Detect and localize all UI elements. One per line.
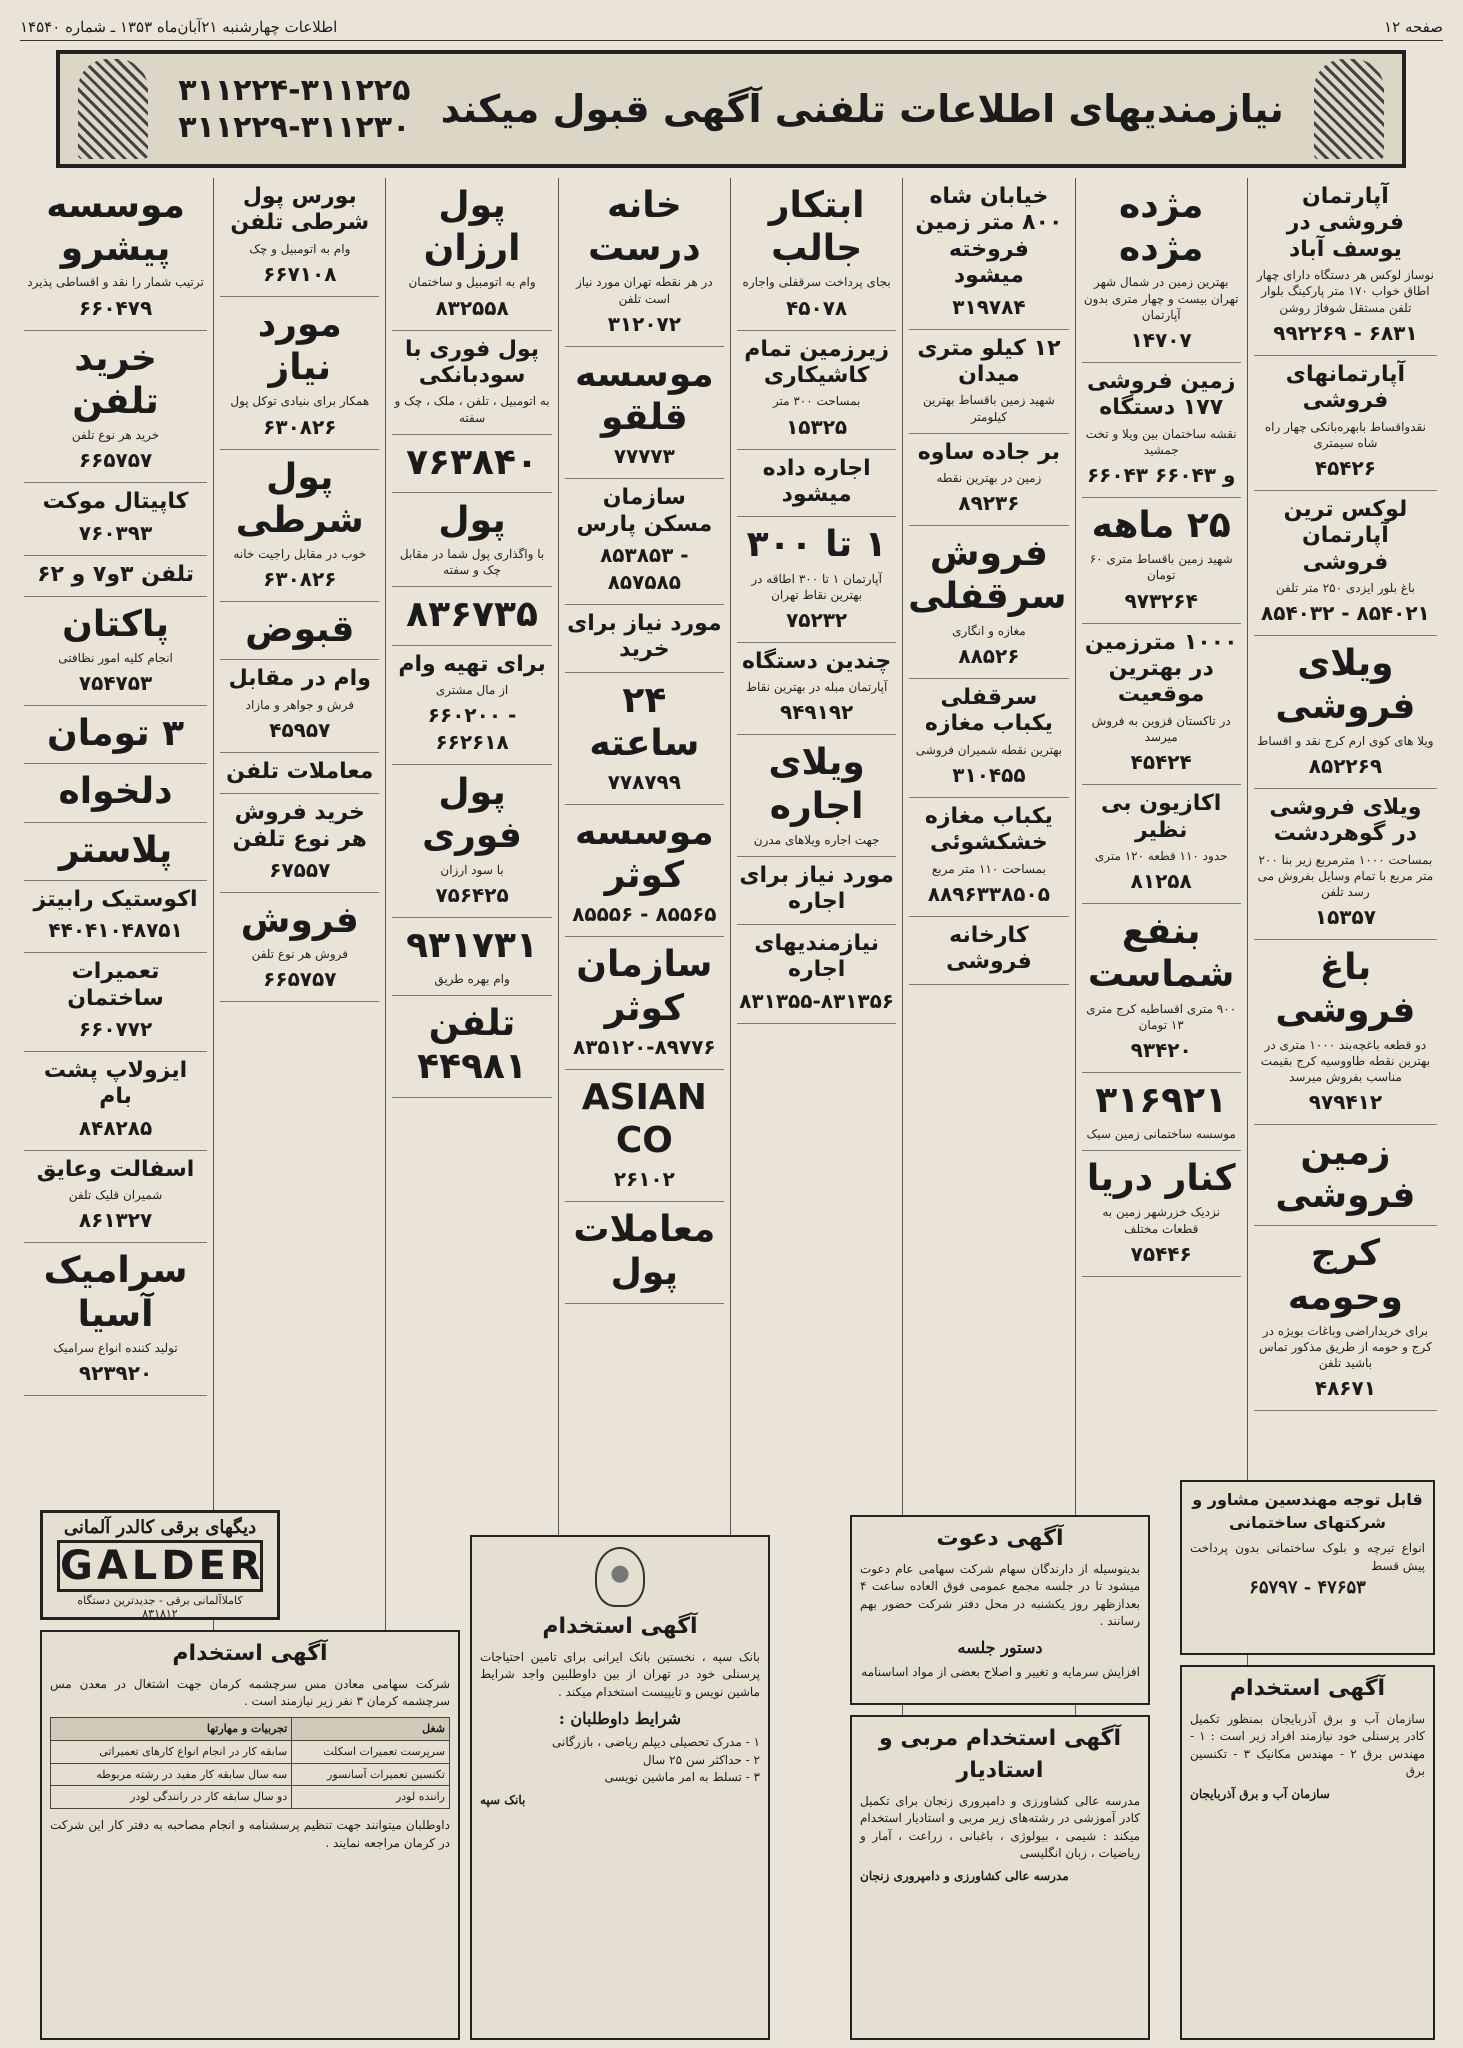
ad-headline: ابتکار جالب bbox=[768, 185, 865, 270]
ad-phone: ۶۶۷۱۰۸ bbox=[263, 261, 337, 286]
ad-body: در هر نقطه تهران مورد نیاز است تلفن bbox=[576, 275, 713, 306]
classified-ad bbox=[565, 673, 724, 805]
classified-ad bbox=[24, 881, 207, 953]
ad-headline: ۳۱۶۹۲۱ bbox=[1095, 1079, 1228, 1121]
classified-ad bbox=[392, 996, 551, 1097]
jobs-table bbox=[50, 1717, 450, 1810]
ad-phone: ۳۱۹۷۸۴ bbox=[952, 294, 1026, 319]
ad-headline: تلفن ۴۴۹۸۱ bbox=[417, 1003, 527, 1088]
jobs-ad-copper bbox=[40, 1630, 460, 2040]
ad-phone: ۸۹۲۳۶ bbox=[958, 491, 1020, 516]
family-figure-icon bbox=[1314, 59, 1384, 159]
ad-phone: ۹۴۹۱۹۲ bbox=[780, 700, 854, 725]
water-power-ad bbox=[1180, 1665, 1435, 2040]
ad-headline: یکباب مغازه‌ خشکشوئی bbox=[924, 803, 1053, 856]
ad-headline: چندین دستگاه bbox=[742, 648, 892, 674]
ad-body: همکار برای بنیادی توکل پول bbox=[230, 394, 370, 409]
ad-headline: پول ارزان bbox=[423, 185, 521, 270]
ad-headline: لوکس ترین آپارتمان فروشی bbox=[1283, 496, 1408, 575]
ad-body: بجای پرداخت سرقفلی واجاره bbox=[742, 275, 891, 290]
ad-headline: قبوض bbox=[245, 609, 355, 651]
engineers-ad bbox=[1180, 1480, 1435, 1655]
ad-body: در تاکستان قزوین به فروش میرسد bbox=[1091, 713, 1231, 745]
ad-headline: ویلای فروشی bbox=[1275, 643, 1416, 728]
classified-ad bbox=[565, 937, 724, 1069]
teacher-signature: مدرسه عالی کشاورزی و دامپروری زنجان bbox=[860, 1869, 1069, 1884]
ad-headline: مورد نیاز برای اجاره bbox=[739, 863, 894, 915]
classified-ad bbox=[220, 178, 379, 297]
ad-body: باغ بلور ایزدی ۲۵۰ متر تلفن bbox=[1275, 581, 1415, 596]
classified-ad bbox=[24, 764, 207, 822]
ad-headline: ۳ تومان bbox=[46, 713, 185, 755]
ad-body: فرش و جواهر و مازاد bbox=[245, 697, 354, 712]
ad-phone: ۸۸۵۲۶ bbox=[958, 643, 1020, 668]
ad-phone: ۷۵۲۳۲ bbox=[786, 607, 848, 632]
ad-body: شهید زمین باقساط بهترین کیلومتر bbox=[923, 393, 1055, 424]
ad-body: بهترین زمین در شمال شهر تهران بیست و چهار متری بدون آپارتمان bbox=[1083, 275, 1239, 322]
classified-ad bbox=[565, 479, 724, 605]
engineers-phone: ۶۵۷۹۷ - ۴۷۶۵۳ bbox=[1249, 1577, 1366, 1599]
ad-phone: ۳۱۰۴۵۵ bbox=[952, 762, 1026, 787]
ad-phone: ۶۷۵۵۷ bbox=[269, 858, 331, 883]
classified-ad bbox=[392, 587, 551, 645]
ad-phone: ۶۶۵۷۵۷ bbox=[78, 448, 153, 473]
ad-phone: ۴۵۴۲۶ bbox=[1314, 455, 1376, 480]
ad-phone: ۹۹۲۲۶۹ - ۶۸۳۱ bbox=[1273, 320, 1418, 345]
water-body: سازمان آب و برق آذربایجان بمنظور تکمیل کادر پرسنلی خود نیازمند افراد زیر است : ۱ - مهندس برق ۲ - مهندس مکانیک ۳ - تکنسین برق bbox=[1190, 1711, 1425, 1779]
jobs-header: تجربیات و مهارتها bbox=[51, 1717, 292, 1740]
jobs-cell: راننده لودر bbox=[292, 1786, 450, 1809]
ad-body: حدود ۱۱۰ قطعه ۱۲۰ متری bbox=[1094, 848, 1228, 863]
invite-title: آگهی دعوت bbox=[936, 1526, 1064, 1551]
ad-headline: سازمان مسکن پارس bbox=[576, 485, 713, 537]
ad-phone: ۱۵۳۲۵ bbox=[786, 414, 848, 439]
ad-phone: ۳۱۲۰۷۲ bbox=[607, 311, 681, 336]
masthead bbox=[20, 14, 1443, 41]
classified-ad bbox=[220, 753, 379, 794]
jobs-cell: دو سال سابقه کار در رانندگی لودر bbox=[51, 1786, 292, 1809]
ad-headline: خانه درست bbox=[587, 185, 701, 270]
ad-headline: کرج وحومه bbox=[1287, 1233, 1403, 1318]
classified-ad bbox=[1082, 624, 1241, 786]
ad-phone: ۸۵۲۲۶۹ bbox=[1308, 753, 1383, 778]
ad-headline: سرامیک آسیا bbox=[43, 1250, 188, 1335]
ad-phone: ۴۵۹۵۷ bbox=[269, 717, 331, 742]
ad-headline: ایزولاپ پشت بام bbox=[43, 1058, 188, 1110]
ad-headline: آپارتمانهای فروشی bbox=[1285, 361, 1406, 414]
ad-phone: ۷۵۶۴۲۵ bbox=[435, 882, 509, 907]
classified-ad bbox=[737, 925, 896, 1024]
bank-item: ۲ - حداکثر سن ۲۵ سال bbox=[642, 1752, 760, 1767]
classified-ad bbox=[24, 706, 207, 764]
ad-phone: ۱۵۳۵۷ bbox=[1314, 905, 1376, 930]
classified-ad bbox=[24, 178, 207, 331]
ad-phone: ۷۶۰۳۹۳ bbox=[78, 520, 153, 545]
ad-headline: مورد نیاز برای خرید bbox=[567, 610, 722, 663]
classified-ad bbox=[392, 765, 551, 918]
ad-phone: ۶۶۰۲۰۰ - ۶۶۲۶۱۸ bbox=[427, 703, 517, 755]
ad-phone: ۸۳۵۱۲۰-۸۹۷۷۶ bbox=[573, 1034, 716, 1059]
ad-headline: خرید تلفن bbox=[72, 337, 159, 422]
ad-headline: ۹۳۱۷۳۱ bbox=[406, 924, 538, 966]
ad-body: بهترین نقطه شمیران فروشی bbox=[915, 742, 1063, 757]
ad-phone: ۷۵۴۴۶ bbox=[1130, 1241, 1192, 1266]
ad-headline: فروش bbox=[240, 900, 359, 942]
ad-headline: زمین فروشی ۱۷۷ دستگاه bbox=[1086, 368, 1236, 421]
ad-body: نزدیک خزرشهر زمین به قطعات مختلف bbox=[1102, 1205, 1220, 1236]
ad-headline: زیرزمین تمام کاشیکاری bbox=[744, 336, 889, 388]
ad-phone: ۸۳۲۵۵۸ bbox=[435, 295, 509, 320]
classified-ad bbox=[1254, 940, 1437, 1125]
classified-ad bbox=[909, 434, 1068, 527]
classified-ad bbox=[24, 1243, 207, 1396]
ad-phone: ۶۳۰۸۲۶ bbox=[263, 567, 337, 592]
ad-headline: موسسه قلقو bbox=[574, 353, 714, 438]
ad-body: زمین در بهترین نقطه bbox=[936, 471, 1042, 486]
ad-phone: ۲۶۱۰۲ bbox=[613, 1167, 675, 1192]
teacher-body: مدرسه عالی کشاورزی و دامپروری زنجان برای تکمیل کادر آموزشی در رشته‌های زیر مربی و استادیار استخدام میکند : شیمی ، بیولوژی ، باغبانی ، زراعت ، آمار و ریاضیات ، زبان انگلیسی bbox=[860, 1793, 1140, 1860]
classified-ad bbox=[1082, 1073, 1241, 1151]
ad-phone: ۸۵۵۵۶ - ۸۵۵۶۵ bbox=[572, 902, 717, 927]
classified-ad bbox=[220, 794, 379, 893]
table-row bbox=[51, 1740, 450, 1763]
ad-body: دو قطعه باغچه‌بند ۱۰۰۰ متری در بهترین نقطه طاووسیه کرج بقیمت مناسب بفروش میرسد bbox=[1260, 1037, 1431, 1084]
ad-body: نقدواقساط بابهره‌بانکی چهار راه شاه سیمتری bbox=[1264, 419, 1426, 450]
classified-ad bbox=[1254, 356, 1437, 491]
water-signature: سازمان آب و برق آذربایجان bbox=[1190, 1787, 1330, 1802]
ad-headline: ۸۳۶۷۳۵ bbox=[406, 594, 538, 636]
ad-headline: بورس پول شرطی تلفن bbox=[230, 184, 370, 236]
ad-body: وام به اتومبیل و ساختمان bbox=[408, 275, 536, 290]
teacher-ad bbox=[850, 1715, 1150, 2040]
ad-phone: ۸۶۱۳۲۷ bbox=[78, 1208, 153, 1233]
banner-text: نیازمندیهای اطلاعات تلفنی آگهی قبول میکند bbox=[440, 87, 1284, 131]
bank-item: ۳ - تسلط به امر ماشین نویسی bbox=[604, 1770, 760, 1785]
ad-phone: ۷۷۷۷۳ bbox=[613, 444, 675, 469]
classified-ad bbox=[392, 435, 551, 493]
ad-phone: ۹۷۳۲۶۴ bbox=[1124, 588, 1198, 613]
calder-phone: ۸۳۱۸۱۲ bbox=[142, 1607, 178, 1620]
classified-ad bbox=[392, 493, 551, 588]
ad-phone: ۶۶۵۷۵۷ bbox=[263, 967, 337, 992]
ad-headline: معاملات پول bbox=[573, 1209, 716, 1294]
ad-body: ۹۰۰ متری اقساطیه کرج متری ۱۳ تومان bbox=[1086, 1001, 1237, 1032]
ad-headline: ویلای فروشی در گوهردشت bbox=[1269, 794, 1422, 847]
water-title: آگهی استخدام bbox=[1229, 1676, 1386, 1701]
calder-ad bbox=[40, 1510, 280, 1620]
ad-phone: ۹۲۳۹۲۰ bbox=[78, 1360, 153, 1385]
ad-headline: ۱ تا ۳۰۰ bbox=[746, 524, 887, 566]
classified-ad bbox=[1082, 363, 1241, 498]
ad-headline: ASIAN CO bbox=[581, 1076, 707, 1161]
ad-body: وام بهره طریق bbox=[434, 971, 510, 986]
ad-headline: باغ فروشی bbox=[1275, 947, 1416, 1032]
classified-ad bbox=[737, 331, 896, 450]
invite-agenda-title: دستور جلسه bbox=[957, 1638, 1043, 1658]
bank-cond-title: شرایط داوطلبان : bbox=[558, 1709, 682, 1729]
ad-body: با سود ارزان bbox=[440, 862, 504, 877]
ad-body: ویلا های کوی ارم کرج نقد و اقساط bbox=[1257, 733, 1434, 748]
ad-phone: ۷۷۸۷۹۹ bbox=[607, 770, 681, 795]
table-row bbox=[51, 1786, 450, 1809]
classified-ad bbox=[24, 597, 207, 706]
ad-body: برای خریداراضی وباغات بویژه در کرج و حومه از طریق مذکور تماس باشید تلفن bbox=[1258, 1323, 1432, 1371]
ad-headline: کاپیتال موکت bbox=[42, 489, 189, 515]
ad-headline: ۷۶۳۸۴۰ bbox=[406, 441, 538, 483]
ad-headline: اجاره داده میشود bbox=[762, 455, 871, 507]
issue-line: اطلاعات چهارشنبه ۲۱آبان‌ماه ۱۳۵۳ ـ شماره ۱۴۵۴۰ bbox=[20, 18, 338, 36]
ad-headline: برای تهیه وام bbox=[398, 651, 546, 677]
ad-headline: ۱۲ کیلو متری میدان bbox=[917, 335, 1061, 387]
classified-ad bbox=[565, 1070, 724, 1202]
classified-ad bbox=[1254, 1226, 1437, 1411]
ad-body: نقشه ساختمان بین ویلا و تخت جمشید bbox=[1085, 426, 1237, 457]
ad-headline: خیابان شاه ۸۰۰ متر زمین فروخته میشود bbox=[915, 184, 1063, 289]
ad-headline: پول bbox=[438, 499, 506, 541]
ad-body: با واگذاری پول شما در مقابل چک و سفته bbox=[399, 547, 545, 578]
classified-ad bbox=[909, 917, 1068, 985]
ad-body: آپارتمان ۱ تا ۳۰۰ اطاقه در بهترین نقاط تهران bbox=[751, 571, 882, 602]
jobs-header: شغل bbox=[292, 1717, 450, 1740]
classified-ad bbox=[737, 450, 896, 518]
classified-ad bbox=[24, 1052, 207, 1151]
ad-headline: سرقفلی یکباب مغازه bbox=[924, 684, 1053, 737]
ad-body: شهید زمین باقساط متری ۶۰ تومان bbox=[1089, 552, 1233, 583]
classified-ad bbox=[392, 646, 551, 766]
ad-headline: سازمان کوثر bbox=[576, 944, 713, 1029]
bank-item: ۱ - مدرک تحصیلی دیپلم ریاضی ، بازرگانی bbox=[552, 1735, 760, 1750]
ad-body: شمیران قلیک تلفن bbox=[68, 1188, 163, 1203]
ad-headline: پول فوری با سودبانکی bbox=[405, 336, 540, 388]
jobs-intro: شرکت سهامی معادن مس سرچشمه کرمان جهت اشتغال در معدن مس سرچشمه کرمان ۳ نفر زیر نیازمند است . bbox=[50, 1676, 450, 1709]
jobs-cell: سه سال سابقه کار مفید در رشته مربوطه bbox=[51, 1763, 292, 1786]
ad-phone: ۴۸۶۷۱ bbox=[1314, 1376, 1376, 1401]
classified-ad bbox=[909, 679, 1068, 798]
classified-ad bbox=[24, 556, 207, 597]
ad-headline: ۲۴ ساعته bbox=[589, 679, 700, 764]
classified-ad bbox=[1082, 178, 1241, 363]
engineers-body: انواع تیرچه و بلوک ساختمانی بدون پرداخت پیش قسط bbox=[1190, 1541, 1425, 1573]
ad-phone: ۹۳۴۲۰ bbox=[1130, 1037, 1192, 1062]
classified-ad bbox=[737, 643, 896, 736]
classified-ad bbox=[909, 330, 1068, 434]
invite-body: بدینوسیله از دارندگان سهام شرکت سهامی عام دعوت میشود تا در جلسه مجمع عمومی فوق العاده ساعت ۴ بعدازظهر روز یکشنبه در محل دفتر شرکت حضور بهم رسانند . bbox=[860, 1561, 1140, 1629]
ad-headline: معاملات تلفن bbox=[226, 758, 374, 784]
classified-ad bbox=[1254, 1125, 1437, 1226]
ad-headline: کنار دریا bbox=[1086, 1158, 1236, 1200]
ad-headline: پول شرطی bbox=[235, 456, 364, 541]
classified-ad bbox=[24, 483, 207, 555]
calder-fa: دیگهای برقی کالدر آلمانی bbox=[63, 1517, 257, 1538]
women-figure-icon bbox=[78, 59, 148, 159]
ad-headline: اکازیون بی نظیر bbox=[1101, 791, 1222, 843]
ad-headline: ۲۵ ماهه bbox=[1091, 505, 1231, 547]
jobs-title: آگهی استخدام bbox=[172, 1641, 328, 1666]
classified-ad bbox=[1254, 636, 1437, 789]
ad-phone: ۶۶۰۷۷۲ bbox=[78, 1017, 153, 1042]
ad-phone: ۸۱۲۵۸ bbox=[1130, 869, 1192, 894]
ad-body: موسسه ساختمانی زمین سیک bbox=[1086, 1127, 1236, 1142]
ad-phone: ۸۵۳۸۵۳ - ۸۵۷۵۸۵ bbox=[600, 542, 689, 594]
ad-body: جهت اجاره ویلاهای مدرن bbox=[753, 832, 880, 847]
teacher-title: آگهی استخدام مربی و استادیار bbox=[879, 1726, 1121, 1783]
ad-body: فروش هر نوع تلفن bbox=[251, 947, 348, 962]
ad-headline: اکوستیک رابیتز bbox=[33, 886, 198, 912]
ad-body: از مال مشتری bbox=[435, 683, 509, 698]
ad-headline: خرید فروش هر نوع تلفن bbox=[232, 800, 367, 852]
bank-intro: بانک سپه ، نخستین بانک ایرانی برای تامین احتیاجات پرسنلی خود در تهران از بین داوطلبین واجد شرایط ماشین نویس و تایپیست استخدام میکند . bbox=[480, 1649, 760, 1699]
ad-body: انجام کلیه امور نظافتی bbox=[58, 651, 173, 666]
classified-ad bbox=[565, 805, 724, 937]
classified-ad bbox=[24, 331, 207, 484]
invite-ad bbox=[850, 1515, 1150, 1705]
classified-ad bbox=[392, 331, 551, 435]
ad-headline: موسسه کوثر bbox=[574, 812, 714, 897]
ad-headline: تلفن ۳و۷ و ۶۲ bbox=[37, 561, 195, 587]
bank-sepah-ad bbox=[470, 1535, 770, 2040]
ad-phone: ۷۵۴۷۵۳ bbox=[78, 671, 153, 696]
classified-ad bbox=[220, 602, 379, 660]
classified-ad bbox=[1254, 789, 1437, 940]
banner-phone-line: ۳۱۱۲۲۴-۳۱۱۲۲۵ bbox=[178, 72, 411, 108]
classified-ad bbox=[909, 526, 1068, 679]
banner-phone-line: ۳۱۱۲۲۹-۳۱۱۲۳۰ bbox=[178, 110, 411, 145]
ad-body: بمساحت ۱۱۰ متر مربع bbox=[931, 861, 1046, 876]
ad-headline: تعمیرات ساختمان bbox=[67, 959, 164, 1011]
ad-body: خرید هر نوع تلفن bbox=[71, 427, 160, 442]
ad-headline: نیازمندیهای اجاره bbox=[754, 930, 879, 983]
ad-body: به اتومبیل ، تلفن ، ملک ، چک و سفته bbox=[394, 394, 550, 425]
classified-ad bbox=[24, 1151, 207, 1244]
classified-ad bbox=[220, 450, 379, 603]
ad-phone: ۸۳۱۳۵۵-۸۳۱۳۵۶ bbox=[739, 988, 895, 1013]
ad-headline: مژده مژده bbox=[1118, 185, 1204, 270]
ad-headline: پول فوری bbox=[422, 772, 522, 857]
ad-headline: پاکتان bbox=[62, 603, 170, 645]
ad-phone: ۱۴۷۰۷ bbox=[1130, 327, 1192, 352]
classified-ad bbox=[565, 347, 724, 479]
ad-headline: وام در مقابل bbox=[228, 666, 371, 692]
classified-ad bbox=[1254, 491, 1437, 636]
ad-body: خوب در مقابل راجیت خانه bbox=[233, 546, 367, 561]
jobs-cell: سرپرست تعمیرات اسکلت bbox=[292, 1740, 450, 1763]
classified-ad bbox=[737, 517, 896, 643]
ad-body: وام به اتومبیل و چک bbox=[249, 241, 351, 256]
ad-headline: موسسه پیشرو bbox=[46, 185, 185, 270]
ad-phone: ۴۵۴۲۴ bbox=[1130, 750, 1192, 775]
classified-ad bbox=[565, 178, 724, 347]
ad-phone: ۸۴۸۲۸۵ bbox=[78, 1115, 153, 1140]
ad-body: نوساز لوکس هر دستگاه دارای چهار اطاق خواب ۱۷۰ متر پارکینگ بلوار تلفن مستقل شوفاژ روشن bbox=[1256, 268, 1434, 315]
ad-phone: ۶۶۰۴۷۹ bbox=[78, 295, 153, 320]
table-row bbox=[51, 1763, 450, 1786]
ad-phone: ۹۷۹۴۱۲ bbox=[1308, 1090, 1383, 1115]
ad-body: تولید کننده انواع سرامیک bbox=[53, 1340, 178, 1355]
invite-agenda: افزایش سرمایه و تغییر و اصلاح بعضی از مواد اساسنامه bbox=[861, 1664, 1140, 1679]
ad-headline: بنفع شماست bbox=[1087, 911, 1235, 996]
bank-emblem-icon bbox=[595, 1547, 645, 1607]
ad-phone: ۶۳۰۸۲۶ bbox=[263, 414, 337, 439]
ad-phone: ۸۵۴۰۳۲ - ۸۵۴۰۲۱ bbox=[1261, 601, 1430, 626]
ad-body: بمساحت ۱۰۰۰ مترمربع زیر بنا ۲۰۰ متر مربع با تمام وسایل بفروش می رسد تلفن bbox=[1257, 852, 1434, 899]
classified-ad bbox=[909, 178, 1068, 330]
calder-desc: کاملا‌آلمانی برقی - جدیدترین دستگاه bbox=[77, 1594, 243, 1607]
banner-phones bbox=[178, 72, 410, 147]
classified-ad bbox=[565, 1202, 724, 1303]
jobs-cell: تکنسین تعمیرات آسانسور bbox=[292, 1763, 450, 1786]
ad-body: آپارتمان مبله در بهترین نقاط bbox=[745, 680, 888, 695]
ad-body: ترتیب شمار را نقد و اقساطی پذیرد bbox=[27, 275, 204, 290]
ad-headline: مورد نیاز bbox=[257, 303, 342, 389]
engineers-title: قابل توجه مهندسین مشاور و شرکتهای ساختمانی bbox=[1192, 1490, 1423, 1533]
classified-ad bbox=[909, 798, 1068, 917]
ad-headline: پلاستر bbox=[58, 829, 173, 871]
classified-ad bbox=[1082, 1151, 1241, 1277]
ad-headline: ویلای اجاره bbox=[768, 742, 865, 827]
ad-phone: ۶۶۰۴۳ و ۶۶۰۴۳ bbox=[1086, 463, 1236, 488]
ad-phone: ۸۸۹۶۳۳۸۵۰۵ bbox=[927, 881, 1050, 906]
ad-headline: آپارتمان فروشی در یوسف آباد bbox=[1286, 184, 1405, 262]
classified-banner bbox=[56, 50, 1406, 168]
classified-ad bbox=[565, 605, 724, 673]
classified-ad bbox=[737, 178, 896, 331]
ad-headline: اسفالت وعایق bbox=[36, 1156, 195, 1182]
classified-ad bbox=[1254, 178, 1437, 356]
classified-ad bbox=[737, 735, 896, 857]
classified-ad bbox=[220, 893, 379, 1002]
classified-ad bbox=[737, 857, 896, 925]
classified-ad bbox=[1082, 785, 1241, 904]
bank-title: آگهی استخدام bbox=[542, 1614, 698, 1639]
ad-headline: کارخانه فروشی bbox=[946, 922, 1032, 975]
calder-logo: GALDER bbox=[57, 1540, 263, 1592]
classified-ad bbox=[392, 178, 551, 331]
ad-body: بمساحت ۳۰۰ متر bbox=[772, 394, 861, 409]
ad-headline: ۱۰۰۰ مترزمین در بهترین موقعیت bbox=[1084, 629, 1238, 708]
classified-ad bbox=[1082, 904, 1241, 1073]
classified-ad bbox=[24, 823, 207, 881]
classified-ad bbox=[220, 660, 379, 753]
ad-headline: زمین فروشی bbox=[1275, 1132, 1416, 1217]
bank-signature: بانک سپه bbox=[480, 1793, 526, 1808]
ad-headline: فروش سرقفلی bbox=[908, 533, 1067, 618]
ad-phone: ۴۴۰۴۱۰۴۸۷۵۱ bbox=[48, 918, 183, 943]
ad-headline: دلخواه bbox=[58, 771, 173, 813]
ad-headline: بر جاده ساوه bbox=[917, 439, 1061, 465]
classified-ad bbox=[24, 953, 207, 1052]
classified-ad bbox=[392, 918, 551, 996]
jobs-cell: سابقه کار در انجام انواع کارهای تعمیراتی bbox=[51, 1740, 292, 1763]
ad-phone: ۴۵۰۷۸ bbox=[786, 295, 848, 320]
page-number: صفحه ۱۲ bbox=[1384, 18, 1443, 36]
classified-ad bbox=[220, 297, 379, 450]
classified-ad bbox=[1082, 498, 1241, 624]
jobs-footer: داوطلبان میتوانند جهت تنظیم پرسشنامه و انجام مصاحبه به دفتر کار این شرکت در کرمان مراجعه نمایند . bbox=[50, 1818, 450, 1850]
ad-body: مغازه و انگاری bbox=[952, 623, 1026, 638]
